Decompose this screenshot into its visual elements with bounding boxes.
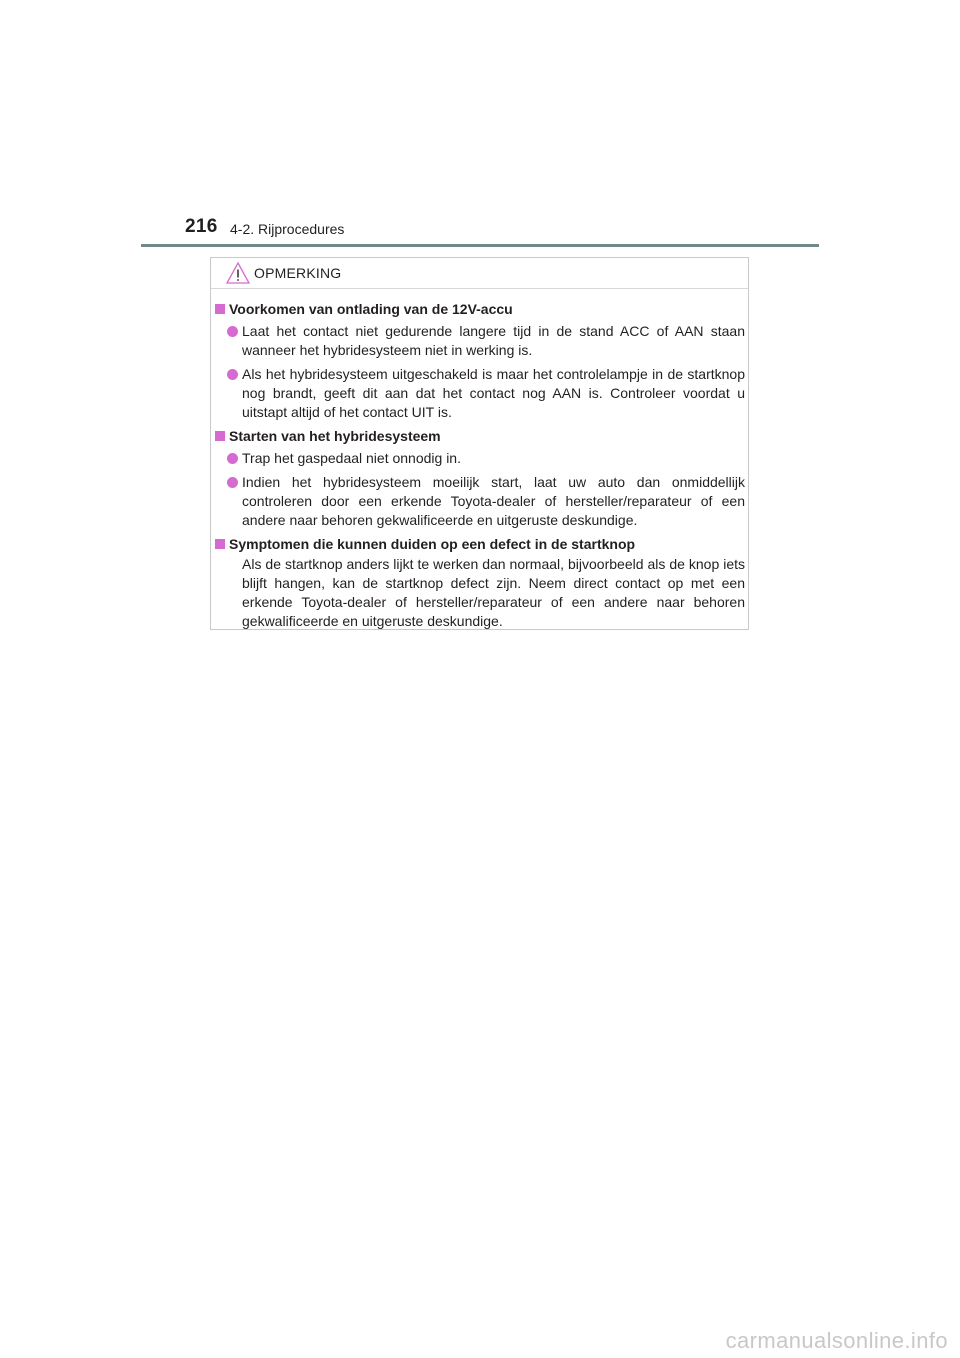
topic-symptoms: [215, 535, 745, 631]
list-item-text: Trap het gaspedaal niet onnodig in.: [242, 450, 461, 466]
topic-heading: [215, 427, 745, 446]
list-item: [215, 473, 745, 530]
topic-heading-text: Symptomen die kunnen duiden op een defect in de startknop: [229, 536, 636, 552]
notice-body: [215, 300, 745, 631]
notice-title: OPMERKING: [254, 265, 342, 281]
notice-header: [211, 258, 748, 289]
round-bullet-icon: [227, 369, 238, 380]
page-number: 216: [185, 216, 218, 237]
topic-heading: [215, 535, 745, 554]
topic-heading: [215, 300, 745, 319]
list-item: [215, 365, 745, 422]
square-bullet-icon: [215, 431, 225, 441]
topic-battery: [215, 300, 745, 422]
list-item: [215, 449, 745, 468]
topic-starting: [215, 427, 745, 530]
topic-paragraph: Als de startknop anders lijkt te werken dan normaal, bijvoorbeeld als de knop iets blijft hangen, kan de startknop defect zijn. Neem direct contact op met een erkende Toyota-dealer of hersteller/reparateur of een andere naar behoren gekwalificeerde en uitgeruste deskundige.: [242, 556, 745, 629]
topic-heading-text: Starten van het hybridesysteem: [229, 428, 441, 444]
page-header: [185, 216, 785, 240]
warning-triangle-icon: [225, 261, 251, 285]
round-bullet-icon: [227, 326, 238, 337]
watermark: carmanualsonline.info: [725, 1328, 948, 1353]
header-rule: [141, 244, 819, 247]
list-item-text: Als het hybridesysteem uitgeschakeld is maar het controlelampje in de startknop nog brandt, geeft dit aan dat het contact nog AAN is. Controleer voordat u uitstapt altijd of het contact UIT is.: [242, 366, 745, 420]
round-bullet-icon: [227, 453, 238, 464]
list-item-text: Indien het hybridesysteem moeilijk start, laat uw auto dan onmiddellijk controleren door een erkende Toyota-dealer of hersteller/reparateur of een andere naar behoren gekwalificeerde en uitgeruste deskundige.: [242, 474, 745, 528]
square-bullet-icon: [215, 539, 225, 549]
notice-box: [210, 257, 749, 630]
section-title: 4-2. Rijprocedures: [230, 221, 345, 237]
round-bullet-icon: [227, 477, 238, 488]
square-bullet-icon: [215, 304, 225, 314]
list-item-text: Laat het contact niet gedurende langere tijd in de stand ACC of AAN staan wanneer het hybridesysteem niet in werking is.: [242, 323, 745, 358]
list-item: [215, 322, 745, 360]
topic-heading-text: Voorkomen van ontlading van de 12V-accu: [229, 301, 513, 317]
